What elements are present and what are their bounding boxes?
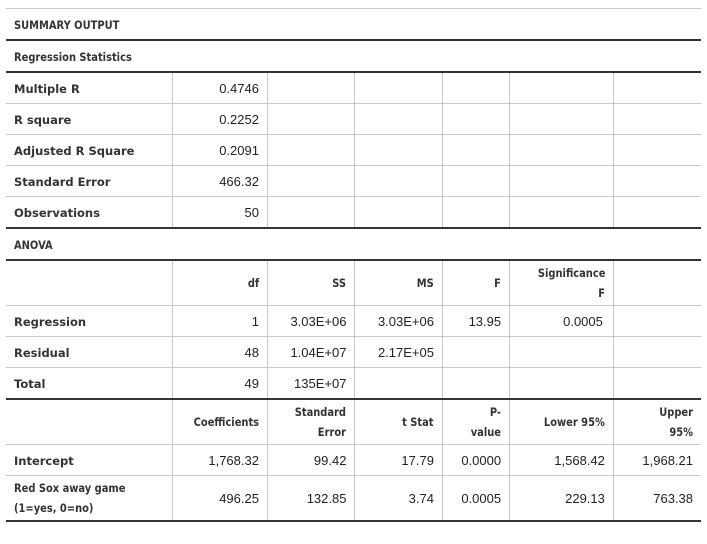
empty-cell [267,72,355,104]
coef-lower-95: 1,568.42 [510,445,614,476]
anova-row-label-cell [6,337,173,368]
anova-header-ss-cell [267,260,355,306]
anova-header-ms: MS [416,276,434,290]
coef-value: 496.25 [173,476,268,522]
anova-header-f: F [494,276,502,290]
empty-cell [510,135,614,166]
empty-cell [355,72,443,104]
anova-ms: 2.17E+05 [355,337,443,368]
anova-header-f-cell [442,260,509,306]
anova-ss: 3.03E+06 [267,306,355,337]
empty-cell [6,260,173,306]
anova-row-label: Regression [14,314,87,329]
empty-cell [267,197,355,229]
coef-header-upper-95-cell [613,399,701,445]
stat-label: Adjusted R Square [14,143,135,158]
empty-cell [442,135,509,166]
regression-statistics-heading: Regression Statistics [14,49,132,64]
coef-header-t-stat: t Stat [402,415,434,429]
empty-cell [6,399,173,445]
empty-cell [613,72,701,104]
anova-f [442,368,509,400]
summary-output-title: SUMMARY OUTPUT [14,17,120,32]
stat-label-cell [6,135,173,166]
coef-header-lower-95: Lower 95% [543,415,605,429]
empty-cell [442,166,509,197]
coef-t-stat: 17.79 [355,445,443,476]
coef-value: 1,768.32 [173,445,268,476]
anova-df: 49 [173,368,268,400]
anova-row-label: Residual [14,345,70,360]
anova-ms [355,368,443,400]
anova-header-df: df [247,276,259,290]
coef-standard-error: 99.42 [267,445,355,476]
coef-upper-95: 763.38 [613,476,701,522]
anova-row-label-cell [6,306,173,337]
coef-row-label-cell [6,445,173,476]
stat-label-cell [6,72,173,104]
anova-df: 1 [173,306,268,337]
coef-lower-95: 229.13 [510,476,614,522]
coef-header-p-value: P-value [470,405,502,439]
anova-ms: 3.03E+06 [355,306,443,337]
coef-header-coefficients: Coefficients [193,415,259,429]
empty-cell [613,135,701,166]
coef-row-label: Intercept [14,453,74,468]
empty-cell [442,72,509,104]
anova-header-significance-f: Significance F [537,266,606,300]
anova-header-ms-cell [355,260,443,306]
stat-value: 466.32 [173,166,268,197]
coef-row-label: Red Sox away game (1=yes, 0=no) [14,481,126,515]
empty-cell [510,197,614,229]
anova-heading-cell [6,228,701,260]
stat-value: 0.2091 [173,135,268,166]
coef-t-stat: 3.74 [355,476,443,522]
summary-output-title-cell [6,9,701,41]
coef-header-p-value-cell [442,399,509,445]
anova-ss: 1.04E+07 [267,337,355,368]
anova-row-label-cell [6,368,173,400]
empty-cell [267,166,355,197]
empty-cell [613,368,701,400]
empty-cell [442,197,509,229]
empty-cell [442,104,509,135]
anova-f: 13.95 [442,306,509,337]
regression-statistics-heading-cell [6,40,701,72]
empty-cell [613,337,701,368]
coef-row-label-cell [6,476,173,522]
empty-cell [267,104,355,135]
anova-header-df-cell [173,260,268,306]
empty-cell [510,166,614,197]
anova-significance-f: 0.0005 [510,306,614,337]
stat-value: 0.4746 [173,72,268,104]
coef-p-value: 0.0005 [442,476,509,522]
empty-cell [510,104,614,135]
summary-output-table [6,8,701,522]
stat-label-cell [6,166,173,197]
stat-label: Multiple R [14,81,80,96]
anova-heading: ANOVA [14,237,53,252]
stat-label: Observations [14,205,100,220]
anova-significance-f [510,368,614,400]
empty-cell [613,306,701,337]
stat-value: 50 [173,197,268,229]
stat-label: Standard Error [14,174,111,189]
coef-header-upper-95: Upper 95% [659,405,693,439]
empty-cell [355,166,443,197]
stat-label: R square [14,112,72,127]
coef-standard-error: 132.85 [267,476,355,522]
anova-significance-f [510,337,614,368]
stat-value: 0.2252 [173,104,268,135]
empty-cell [613,260,701,306]
anova-header-ss: SS [332,276,347,290]
coef-header-t-stat-cell [355,399,443,445]
coef-header-lower-95-cell [510,399,614,445]
empty-cell [355,104,443,135]
empty-cell [613,166,701,197]
coef-header-standard-error-cell [267,399,355,445]
empty-cell [355,197,443,229]
empty-cell [613,104,701,135]
coef-upper-95: 1,968.21 [613,445,701,476]
empty-cell [510,72,614,104]
anova-df: 48 [173,337,268,368]
coef-header-standard-error: Standard Error [295,405,347,439]
anova-header-significance-f-cell [510,260,614,306]
stat-label-cell [6,104,173,135]
regression-summary-sheet [6,8,701,522]
empty-cell [267,135,355,166]
coef-header-coefficients-cell [173,399,268,445]
empty-cell [355,135,443,166]
coef-p-value: 0.0000 [442,445,509,476]
anova-ss: 135E+07 [267,368,355,400]
stat-label-cell [6,197,173,229]
anova-row-label: Total [14,376,46,391]
anova-f [442,337,509,368]
empty-cell [613,197,701,229]
